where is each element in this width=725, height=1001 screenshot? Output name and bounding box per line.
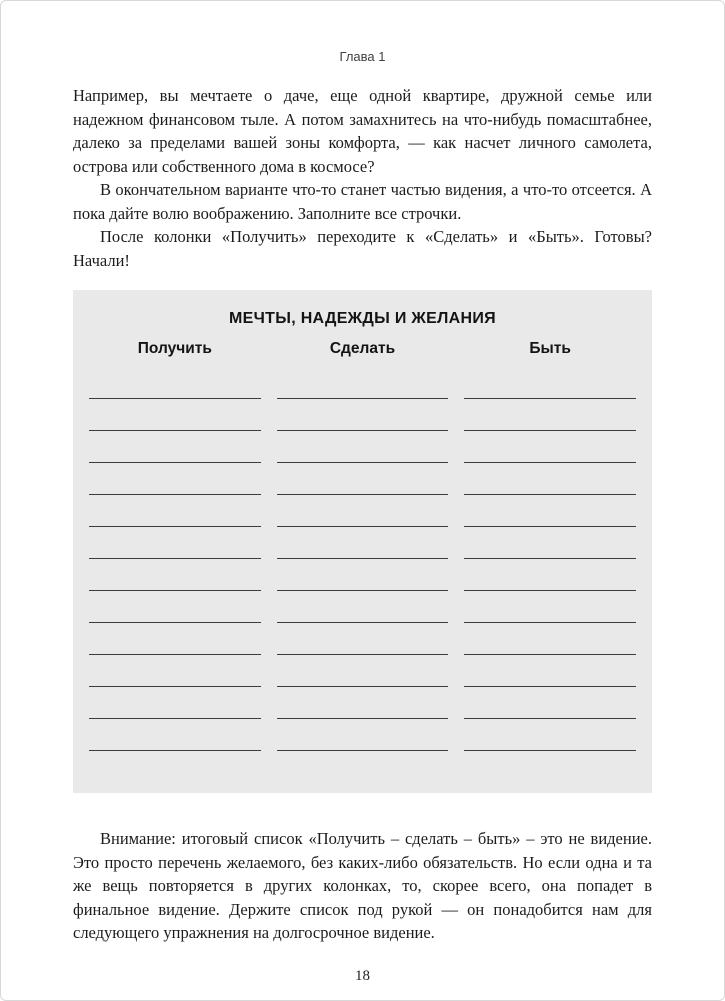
worksheet-blank-line (277, 559, 449, 591)
worksheet-blank-line (277, 687, 449, 719)
worksheet-column-header: Быть (529, 340, 571, 357)
paragraph-note: Внимание: итоговый список «Получить – сделать – быть» – это не видение. Это просто перечень желаемого, без каких-либо обязательств. Но если одна и та же вещь повторяется в других колонках, то, скорее всего, она попадет в финальное видение. Держите список под рукой — он понадобится нам для следующего упражнения на долгосрочное видение. (73, 829, 652, 942)
worksheet-blank-line (464, 623, 636, 655)
worksheet-blank-line (89, 655, 261, 687)
worksheet-blank-line (89, 559, 261, 591)
worksheet-column (464, 340, 636, 751)
worksheet-blank-line (464, 399, 636, 431)
worksheet-blank-line (89, 431, 261, 463)
paragraph-intro: Например, вы мечтаете о даче, еще одной квартире, дружной семье или надежном финансовом тыле. А потом замахнитесь на что-нибудь помасштабнее, далеко за пределами вашей зоны комфорта, — как насчет личного самолета, острова или собственного дома в космосе? (73, 86, 652, 176)
worksheet-blank-line (277, 655, 449, 687)
worksheet-box (73, 290, 652, 793)
worksheet-blank-line (464, 463, 636, 495)
worksheet-blank-line (464, 495, 636, 527)
worksheet-blank-line (277, 591, 449, 623)
worksheet-blank-line (464, 431, 636, 463)
worksheet-blank-line (89, 367, 261, 399)
worksheet-blank-line (89, 591, 261, 623)
worksheet-blank-line (464, 591, 636, 623)
worksheet-blank-line (89, 463, 261, 495)
worksheet-blank-line (464, 367, 636, 399)
worksheet-blank-line (89, 623, 261, 655)
worksheet-blank-line (89, 687, 261, 719)
worksheet-column-header: Сделать (329, 340, 396, 357)
worksheet-blank-line (464, 527, 636, 559)
worksheet-column (89, 340, 261, 751)
worksheet-blank-line (464, 559, 636, 591)
worksheet-blank-line (89, 719, 261, 751)
worksheet-blank-line (277, 399, 449, 431)
worksheet-blank-line (277, 623, 449, 655)
worksheet-grid (89, 340, 636, 751)
worksheet-blank-line (89, 495, 261, 527)
worksheet-blank-line (277, 495, 449, 527)
worksheet-blank-line (464, 687, 636, 719)
worksheet-blank-line (277, 527, 449, 559)
worksheet-blank-line (277, 463, 449, 495)
worksheet-blank-line (277, 431, 449, 463)
worksheet-blank-line (277, 719, 449, 751)
worksheet-blank-line (464, 655, 636, 687)
chapter-header: Глава 1 (339, 49, 386, 64)
worksheet-blank-line (89, 399, 261, 431)
paragraph-instruction: После колонки «Получить» переходите к «Сделать» и «Быть». Готовы? Начали! (73, 227, 652, 270)
worksheet-column (277, 340, 449, 751)
page-content (1, 84, 724, 985)
worksheet-blank-line (89, 527, 261, 559)
worksheet-blank-line (277, 367, 449, 399)
paragraph-vision: В окончательном варианте что-то станет частью видения, а что-то отсеется. А пока дайте волю воображению. Заполните все строчки. (73, 180, 652, 223)
page-number: 18 (355, 967, 370, 984)
worksheet-column-header: Получить (137, 340, 212, 357)
worksheet-title: МЕЧТЫ, НАДЕЖДЫ И ЖЕЛАНИЯ (229, 310, 496, 327)
worksheet-blank-line (464, 719, 636, 751)
